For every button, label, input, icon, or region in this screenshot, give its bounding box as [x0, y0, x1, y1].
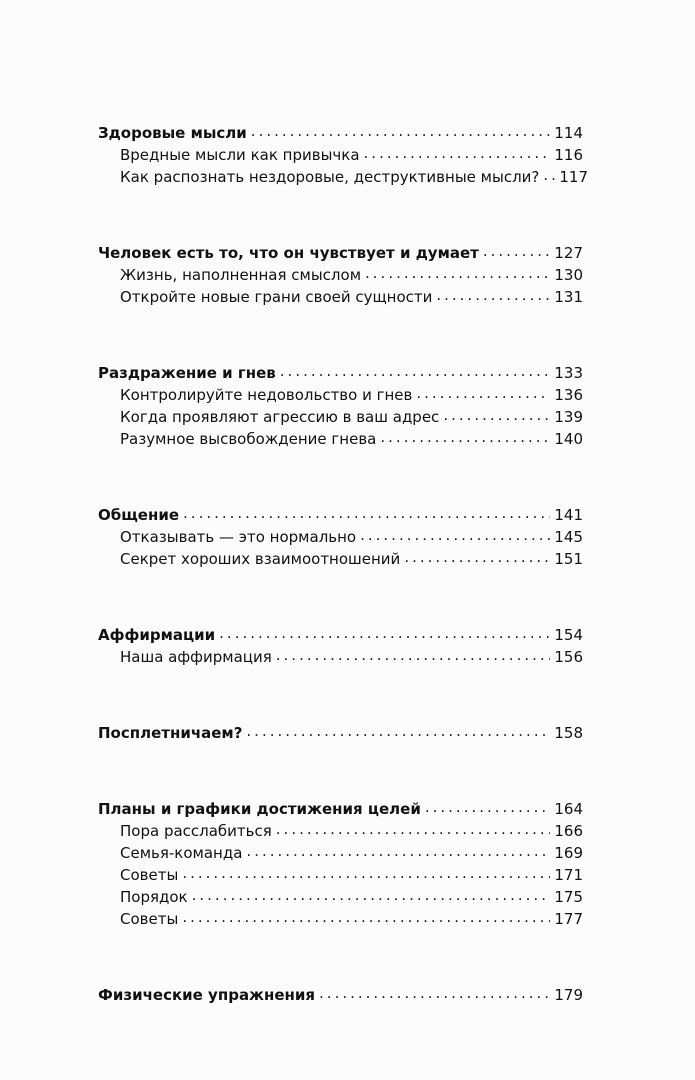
toc-chapter-title: Посплетничаем?: [98, 724, 243, 742]
toc-subchapter: [98, 428, 583, 450]
toc-chapter-title: Общение: [98, 506, 180, 524]
dot-leader: [365, 265, 550, 280]
toc-subchapter: [98, 886, 583, 908]
dot-leader: [192, 887, 551, 902]
toc-subchapter-title: Жизнь, наполненная смыслом: [120, 266, 362, 284]
toc-subchapter: [98, 548, 583, 570]
toc-subchapter-title: Вредные мысли как привычка: [120, 146, 360, 164]
toc-subchapter: [98, 646, 583, 668]
toc-subchapter-page-number: 177: [554, 910, 583, 928]
toc-section: [98, 722, 583, 744]
toc-subchapter-title: Порядок: [120, 888, 188, 906]
toc-chapter: [98, 504, 583, 526]
toc-subchapter-title: Как распознать нездоровые, деструктивные мысли?: [120, 168, 540, 186]
toc-chapter: [98, 624, 583, 646]
toc-subchapter: [98, 526, 583, 548]
dot-leader: [416, 385, 550, 400]
toc-subchapter-title: Контролируйте недовольство и гнев: [120, 386, 413, 404]
toc-subchapter-title: Советы: [120, 910, 179, 928]
toc-subchapter-page-number: 175: [554, 888, 583, 906]
toc-chapter-page-number: 164: [554, 800, 583, 818]
toc-subchapter-page-number: 117: [559, 168, 589, 186]
toc-chapter-page-number: 114: [554, 124, 583, 142]
toc-chapter-page-number: 141: [554, 506, 583, 524]
toc-subchapter-page-number: 131: [554, 288, 583, 306]
dot-leader: [443, 407, 550, 422]
toc-section: [98, 504, 583, 570]
toc-subchapter-title: Откройте новые грани своей сущности: [120, 288, 433, 306]
toc-subchapter-page-number: 136: [554, 386, 583, 404]
toc-subchapter-page-number: 140: [554, 430, 583, 448]
toc-chapter-page-number: 179: [554, 986, 583, 1004]
toc-section: [98, 984, 583, 1006]
dot-leader: [182, 865, 550, 880]
dot-leader: [360, 527, 550, 542]
toc-subchapter-title: Советы: [120, 866, 179, 884]
toc-chapter-title: Планы и графики достижения целей: [98, 800, 421, 818]
toc-chapter: [98, 122, 583, 144]
toc-chapter-page-number: 127: [554, 244, 583, 262]
toc-chapter-title: Физические упражнения: [98, 986, 316, 1004]
toc-chapter-title: Здоровые мысли: [98, 124, 247, 142]
toc-subchapter-page-number: 151: [554, 550, 583, 568]
toc-section: [98, 122, 589, 188]
toc-chapter-title: Человек есть то, что он чувствует и думает: [98, 244, 479, 262]
dot-leader: [364, 145, 551, 160]
toc-subchapter-title: Семья-команда: [120, 844, 243, 862]
toc-section: [98, 624, 583, 668]
toc-subchapter-page-number: 145: [554, 528, 583, 546]
toc-chapter: [98, 722, 583, 744]
dot-leader: [436, 287, 550, 302]
toc-subchapter-title: Разумное высвобождение гнева: [120, 430, 377, 448]
toc-section: [98, 242, 583, 308]
toc-subchapter: [98, 820, 583, 842]
dot-leader: [425, 799, 551, 814]
toc-chapter: [98, 242, 583, 264]
toc-subchapter-page-number: 139: [554, 408, 583, 426]
toc-subchapter-page-number: 130: [554, 266, 583, 284]
toc-subchapter-title: Пора расслабиться: [120, 822, 272, 840]
toc-subchapter-page-number: 166: [554, 822, 583, 840]
toc-subchapter-title: Когда проявляют агрессию в ваш адрес: [120, 408, 440, 426]
dot-leader: [219, 625, 550, 640]
dot-leader: [246, 843, 550, 858]
toc-subchapter: [98, 864, 583, 886]
dot-leader: [483, 243, 551, 258]
toc-chapter: [98, 362, 583, 384]
toc-chapter: [98, 984, 583, 1006]
toc-subchapter-page-number: 116: [554, 146, 583, 164]
toc-subchapter: [98, 406, 583, 428]
table-of-contents: [98, 122, 589, 1060]
dot-leader: [404, 549, 550, 564]
toc-chapter-page-number: 158: [554, 724, 583, 742]
dot-leader: [182, 909, 550, 924]
toc-section: [98, 798, 583, 930]
toc-subchapter-title: Секрет хороших взаимоотношений: [120, 550, 401, 568]
toc-subchapter-page-number: 171: [554, 866, 583, 884]
toc-subchapter: [98, 842, 583, 864]
dot-leader: [276, 821, 551, 836]
toc-subchapter-title: Наша аффирмация: [120, 648, 272, 666]
toc-subchapter: [98, 908, 583, 930]
toc-subchapter: [98, 286, 583, 308]
toc-subchapter-page-number: 156: [554, 648, 583, 666]
toc-section: [98, 362, 583, 450]
toc-subchapter: [98, 264, 583, 286]
toc-chapter-page-number: 133: [554, 364, 583, 382]
dot-leader: [251, 123, 551, 138]
dot-leader: [319, 985, 550, 1000]
dot-leader: [380, 429, 550, 444]
dot-leader: [280, 363, 551, 378]
dot-leader: [543, 167, 555, 182]
toc-chapter-page-number: 154: [554, 626, 583, 644]
dot-leader: [183, 505, 550, 520]
toc-chapter-title: Раздражение и гнев: [98, 364, 276, 382]
toc-subchapter: [98, 166, 589, 188]
toc-chapter: [98, 798, 583, 820]
toc-chapter-title: Аффирмации: [98, 626, 216, 644]
toc-subchapter-page-number: 169: [554, 844, 583, 862]
toc-subchapter-title: Отказывать — это нормально: [120, 528, 357, 546]
dot-leader: [246, 723, 550, 738]
toc-subchapter: [98, 144, 583, 166]
toc-subchapter: [98, 384, 583, 406]
dot-leader: [276, 647, 551, 662]
